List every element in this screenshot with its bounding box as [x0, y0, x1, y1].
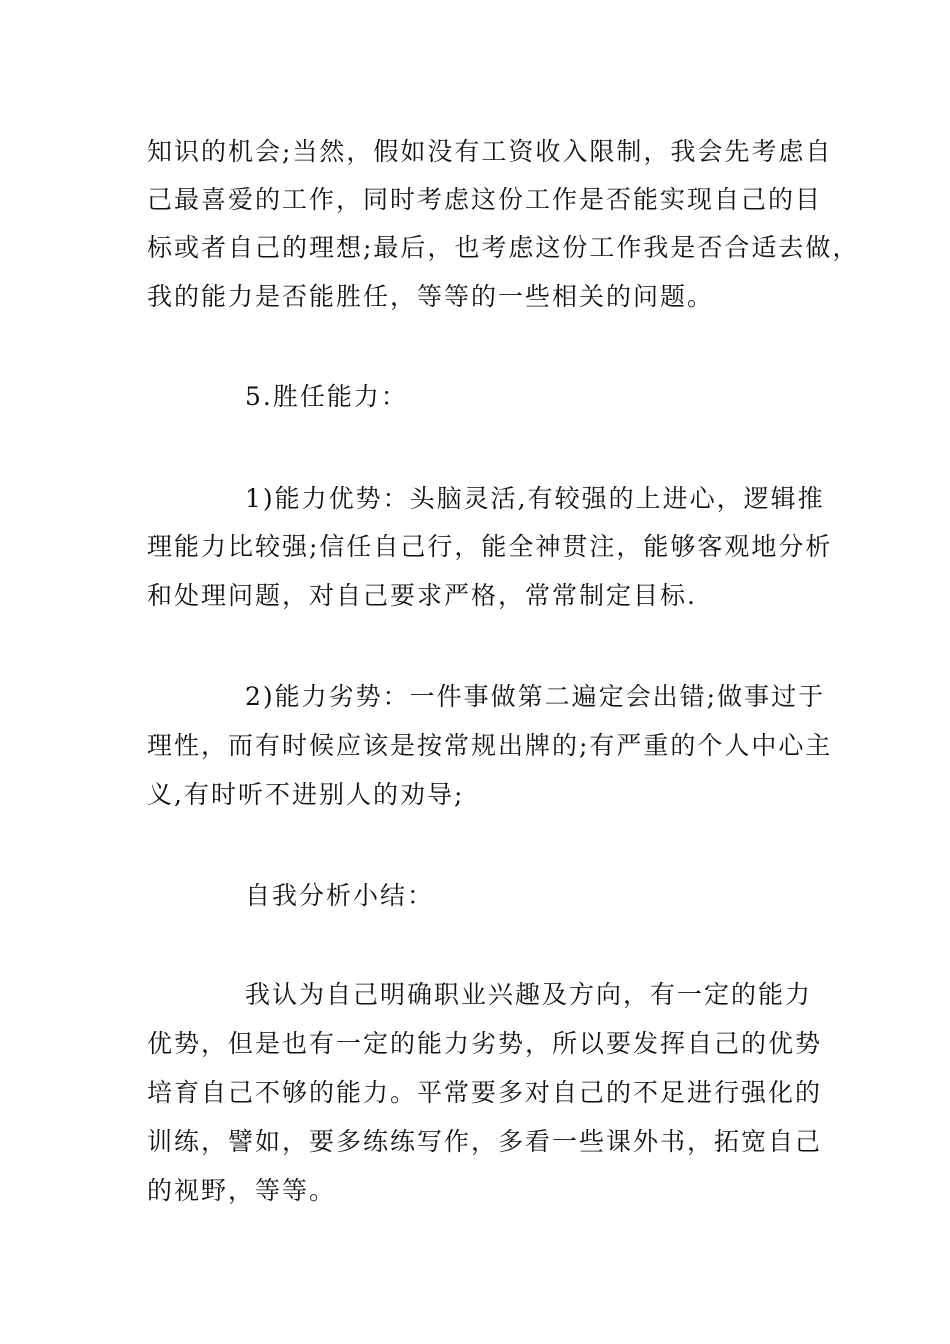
text-line: 培育自己不够的能力。平常要多对自己的不足进行强化的	[147, 1078, 823, 1107]
text-line: 义,有时听不进别人的劝导;	[147, 780, 465, 809]
text-line: 和处理问题，对自己要求严格，常常制定目标.	[147, 581, 697, 610]
text-line: 2)能力劣势：一件事做第二遍定会出错;做事过于	[245, 682, 826, 711]
text-line: 优势，但是也有一定的能力劣势，所以要发挥自己的优势	[147, 1029, 823, 1058]
text-line: 我的能力是否能胜任，等等的一些相关的问题。	[147, 282, 715, 311]
text-line: 训练，譬如，要多练练写作，多看一些课外书，拓宽自己	[147, 1127, 823, 1156]
text-line: 理能力比较强;信任自己行，能全神贯注，能够客观地分析	[147, 532, 833, 561]
text-line: 理性，而有时候应该是按常规出牌的;有严重的个人中心主	[147, 731, 833, 760]
section-heading-competency: 5.胜任能力：	[245, 382, 408, 411]
text-line: 的视野，等等。	[147, 1176, 337, 1205]
text-line: 知识的机会;当然，假如没有工资收入限制，我会先考虑自	[147, 137, 833, 166]
text-line: 1)能力优势：头脑灵活,有较强的上进心，逻辑推	[245, 484, 825, 513]
text-line: 我认为自己明确职业兴趣及方向，有一定的能力	[245, 980, 813, 1009]
text-line: 标或者自己的理想;最后，也考虑这份工作我是否合适去做，	[147, 233, 860, 262]
section-heading-summary: 自我分析小结：	[245, 881, 435, 910]
text-line: 己最喜爱的工作，同时考虑这份工作是否能实现自己的目	[147, 185, 823, 214]
